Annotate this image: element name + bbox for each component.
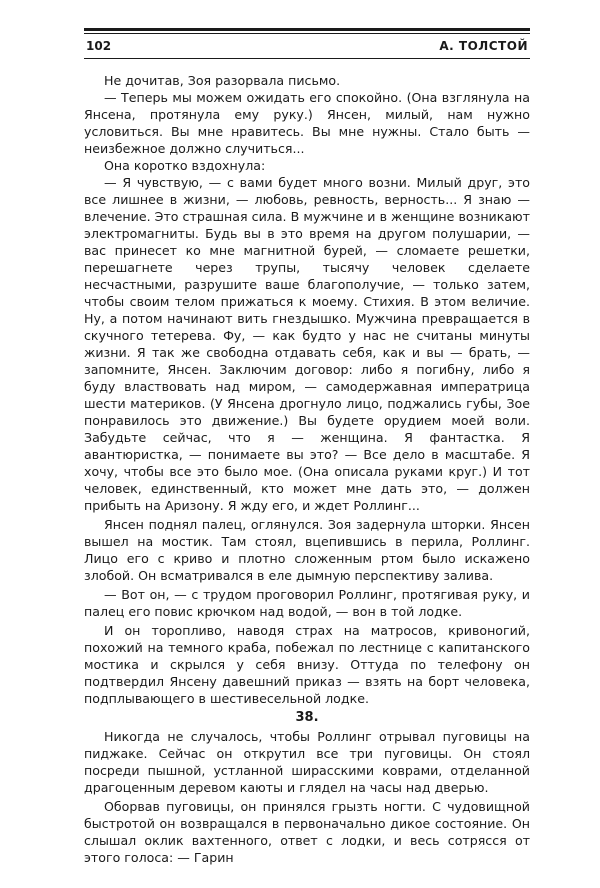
chapter-heading: 38.: [295, 710, 319, 725]
paragraph: — Я чувствую, — с вами будет много возни. Милый друг, это все лишнее в жизни, — любовь, ревность, верность... Я знаю — влечение. Это страшная сила. В мужчине и в женщине возникают электромагниты. Будь вы в это время на другом полушарии, — вас принесет ко мне магнитной бурей, — сломаете решетки, перешагнете через трупы, тысячу человек сделаете несчастными, разрушите ваше благополучие, — только затем, чтобы своим телом прижаться к моему. Стихия. В этом величие. Ну, а потом начинают вить гнездышко. Мужчина превращается в скучного тетерева. Фу, — как будто у нас не считаны минуты жизни. Я так же свободна отдавать себя, как и вы — брать, — запомните, Янсен. Заключим договор: либо я погибну, либо я буду властвовать над миром, — самодержавная императрица шести материков. (У Янсена дрогнуло лицо, поджались губы, Зое понравилось это движение.) Вы будете орудием моей воли. Забудьте сейчас, что я — женщина. Я фантастка. Я авантюристка, — понимаете вы это? — Все дело в масштабе. Я хочу, чтобы все это было мое. (Она описала руками круг.) И тот человек, единственный, кто может мне дать это, — должен прибыть на Аризону. Я жду его, и ждет Роллинг...: [84, 175, 530, 513]
header-rule-bottom: [84, 58, 530, 59]
body-text: [84, 72, 530, 868]
paragraph: — Вот он, — с трудом проговорил Роллинг, протягивая руку, и палец его повис крючком над водой, — вон в той лодке.: [84, 587, 530, 619]
header-rule-thin: [84, 33, 530, 34]
paragraph: Не дочитав, Зоя разорвала письмо.: [104, 73, 341, 88]
paragraph: Оборвав пуговицы, он принялся грызть ногти. С чудовищной быстротой он возвращался в первоначально дикое состояние. Он слышал оклик вахтенного, ответ с лодки, и весь сотрясся от этого голоса: — Гарин: [84, 799, 530, 865]
paragraph: Янсен поднял палец, оглянулся. Зоя задернула шторки. Янсен вышел на мостик. Там стоял, вцепившись в перила, Роллинг. Лицо его с криво и плотно сложенным ртом было искажено злобой. Он всматривался в еле дымную перспективу залива.: [84, 517, 530, 583]
page-number: 102: [86, 39, 112, 53]
paragraph: Она коротко вздохнула:: [104, 158, 266, 173]
paragraph: И он торопливо, наводя страх на матросов, кривоногий, похожий на темного краба, побежал по лестнице с капитанского мостика и скрылся у себя внизу. Оттуда по телефону он подтвердил Янсену давешний приказ — взять на борт человека, подплывающего в шестивесельной лодке.: [84, 623, 530, 706]
header-rule-thick: [84, 28, 530, 31]
paragraph: Никогда не случалось, чтобы Роллинг отрывал пуговицы на пиджаке. Сейчас он открутил все три пуговицы. Он стоял посреди пышной, устланной ширасскими коврами, отделанной драгоценным деревом каюты и глядел на часы над дверью.: [84, 729, 530, 795]
running-header-author: А. ТОЛСТОЙ: [439, 39, 528, 53]
paragraph: — Теперь мы можем ожидать его спокойно. (Она взглянула на Янсена, протянула ему руку.) Янсен, милый, нам нужно условиться. Вы мне нравитесь. Вы мне нужны. Стало быть — неизбежное должно случиться...: [84, 90, 530, 156]
